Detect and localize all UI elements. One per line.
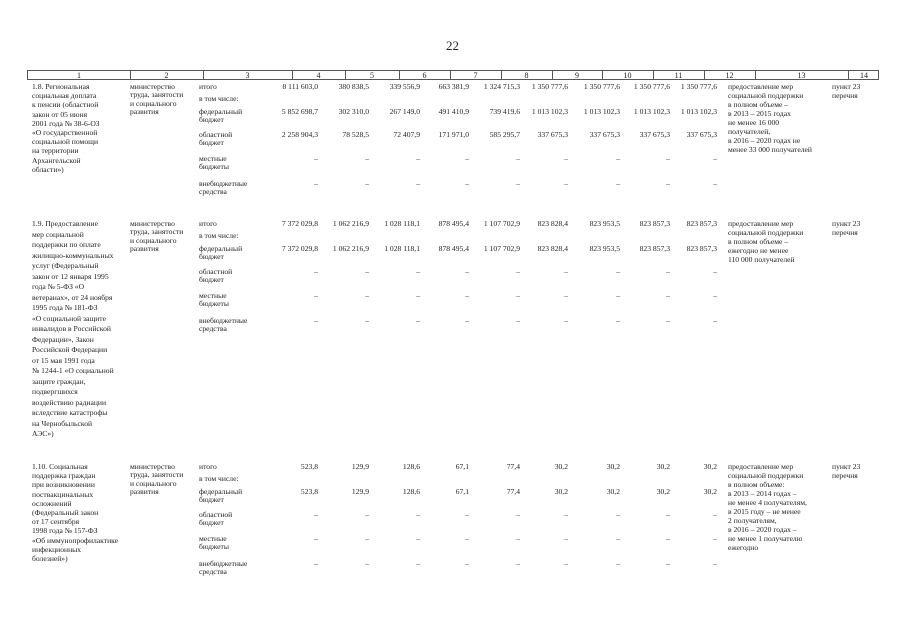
list-point-reference: пункт 23 — [832, 462, 861, 471]
amount-value: 1 350 777,6 — [633, 82, 670, 91]
measure-description-line: поствакцинальных — [32, 489, 94, 499]
empty-value-dash: – — [616, 316, 620, 325]
measure-description-line: осложнений — [32, 498, 72, 508]
empty-value-dash: – — [465, 179, 469, 188]
measure-description-line: поддержка граждан — [32, 471, 96, 481]
amount-value: 823 857,3 — [686, 219, 717, 228]
ministry-line: министерство — [130, 219, 175, 228]
target-indicator-line: в 2015 году – не менее — [728, 507, 801, 516]
amount-value: 77,4 — [506, 487, 520, 496]
list-point-reference: пункт 23 — [832, 219, 861, 228]
target-indicator-line: получателей, — [728, 127, 771, 136]
amount-value: 30,2 — [703, 462, 717, 471]
empty-value-dash: – — [516, 510, 520, 519]
measure-description-line: ветеранах», от 24 ноября — [32, 292, 113, 302]
ministry-line: труда, занятости — [130, 227, 184, 237]
funding-source-label: бюджет — [199, 115, 224, 125]
empty-value-dash: – — [416, 534, 420, 543]
empty-value-dash: – — [666, 154, 670, 163]
column-header: 3 — [245, 71, 250, 80]
empty-value-dash: – — [666, 267, 670, 276]
empty-value-dash: – — [564, 510, 568, 519]
empty-value-dash: – — [564, 534, 568, 543]
empty-value-dash: – — [516, 267, 520, 276]
measure-description-line: закон от 12 января 1995 — [32, 271, 109, 281]
measure-description-line: услуг (Федеральный — [32, 261, 99, 270]
funding-source-label: бюджет — [199, 252, 224, 262]
funding-source-label: бюджеты — [199, 162, 229, 172]
empty-value-dash: – — [713, 154, 717, 163]
amount-value: 8 111 603,0 — [282, 82, 318, 91]
empty-value-dash: – — [713, 291, 717, 300]
empty-value-dash: – — [516, 291, 520, 300]
empty-value-dash: – — [516, 534, 520, 543]
ministry-line: министерство — [130, 462, 175, 471]
column-header: 2 — [164, 71, 169, 80]
measure-description-line: болезней») — [32, 554, 68, 563]
amount-value: 823 857,3 — [639, 244, 670, 253]
column-divider — [653, 71, 654, 79]
empty-value-dash: – — [713, 534, 717, 543]
measure-description-line: «О социальной защите — [32, 313, 106, 323]
measure-description-line: вследствие катастрофы — [32, 408, 108, 417]
amount-value: 72 407,9 — [393, 130, 420, 139]
empty-value-dash: – — [713, 179, 717, 188]
amount-value: 1 013 102,3 — [583, 107, 620, 116]
amount-value: 823 857,3 — [639, 219, 670, 228]
amount-value: 67,1 — [455, 487, 469, 496]
funding-source-label: федеральный — [199, 244, 243, 253]
measure-description-line: инвалидов в Российской — [32, 324, 111, 333]
measure-description-line: года № 5-ФЗ «О — [32, 282, 85, 291]
measure-description-line: (Федеральный закон — [32, 508, 99, 517]
column-header: 11 — [674, 71, 683, 80]
measure-description-line: жилищно-коммунальных — [32, 250, 114, 260]
amount-value: 823 828,4 — [537, 219, 568, 228]
amount-value: 1 013 102,3 — [531, 107, 568, 116]
empty-value-dash: – — [314, 534, 318, 543]
empty-value-dash: – — [416, 559, 420, 568]
funding-source-label: в том числе: — [199, 474, 239, 483]
empty-value-dash: – — [416, 154, 420, 163]
funding-source-label: областной — [199, 267, 233, 276]
column-divider — [450, 71, 451, 79]
funding-source-label: бюджет — [199, 138, 224, 148]
target-indicator-line: предоставление мер — [728, 462, 794, 471]
amount-value: 1 062 216,9 — [332, 244, 369, 253]
target-indicator-line: ежегодно не менее — [728, 246, 789, 255]
funding-source-label: областной — [199, 510, 233, 519]
ministry-line: и социального — [130, 235, 177, 245]
column-divider — [292, 71, 293, 79]
column-header: 12 — [725, 71, 734, 80]
target-indicator-line: в полном объеме: — [728, 480, 785, 489]
amount-value: 1 062 216,9 — [332, 219, 369, 228]
empty-value-dash: – — [365, 559, 369, 568]
funding-source-label: средства — [199, 324, 227, 334]
empty-value-dash: – — [365, 510, 369, 519]
empty-value-dash: – — [666, 559, 670, 568]
column-header: 7 — [473, 71, 478, 80]
target-indicator-line: в 2013 – 2015 годах — [728, 109, 791, 118]
column-header: 4 — [316, 71, 321, 80]
empty-value-dash: – — [314, 510, 318, 519]
empty-value-dash: – — [713, 316, 717, 325]
list-point-reference: перечня — [832, 471, 858, 480]
empty-value-dash: – — [564, 291, 568, 300]
empty-value-dash: – — [465, 291, 469, 300]
empty-value-dash: – — [564, 179, 568, 188]
measure-description-line: воздействию радиации — [32, 397, 107, 407]
measure-description-line: Архангельской — [32, 155, 81, 165]
amount-value: 1 350 777,6 — [583, 82, 620, 91]
ministry-line: развития — [130, 487, 159, 497]
measure-description-line: 1.10. Социальная — [32, 462, 88, 471]
target-indicator-line: предоставление мер — [728, 219, 794, 228]
empty-value-dash: – — [616, 534, 620, 543]
empty-value-dash: – — [314, 179, 318, 188]
target-indicator-line: не менее 1 получателю — [728, 534, 803, 543]
amount-value: 128,6 — [402, 487, 420, 496]
funding-source-label: итого — [199, 82, 217, 91]
ministry-line: министерство — [130, 82, 175, 91]
amount-value: 337 675,3 — [639, 130, 670, 139]
funding-source-label: внебюджетные — [199, 179, 248, 188]
column-divider — [203, 71, 204, 79]
measure-description-line: поддержки по оплате — [32, 240, 101, 249]
target-indicator-line: 110 000 получателей — [728, 255, 795, 264]
ministry-line: и социального — [130, 98, 177, 108]
target-indicator-line: в полном объеме – — [728, 237, 789, 246]
empty-value-dash: – — [365, 154, 369, 163]
column-divider — [399, 71, 400, 79]
column-divider — [501, 71, 502, 79]
empty-value-dash: – — [516, 179, 520, 188]
amount-value: 1 028 118,1 — [384, 219, 420, 228]
amount-value: 171 971,0 — [438, 130, 469, 139]
funding-source-label: бюджеты — [199, 542, 229, 552]
measure-description-line: «Об иммунопрофилактике — [32, 535, 119, 545]
amount-value: 523,8 — [300, 487, 318, 496]
amount-value: 339 556,9 — [389, 82, 420, 91]
measure-description-line: к пенсии (областной — [32, 100, 99, 110]
target-indicator-line: не менее 16 000 — [728, 118, 780, 127]
empty-value-dash: – — [465, 510, 469, 519]
target-indicator-line: ежегодно — [728, 543, 759, 552]
empty-value-dash: – — [616, 154, 620, 163]
empty-value-dash: – — [616, 179, 620, 188]
empty-value-dash: – — [465, 316, 469, 325]
empty-value-dash: – — [516, 316, 520, 325]
amount-value: 5 852 698,7 — [281, 107, 318, 116]
measure-description-line: № 1244-1 «О социальной — [32, 366, 114, 375]
empty-value-dash: – — [465, 267, 469, 276]
empty-value-dash: – — [666, 179, 670, 188]
target-indicator-line: в 2013 – 2014 годах – — [728, 489, 797, 498]
empty-value-dash: – — [465, 559, 469, 568]
column-divider — [552, 71, 553, 79]
target-indicator-line: социальной поддержки — [728, 471, 804, 480]
list-point-reference: перечня — [832, 228, 858, 237]
measure-description-line: при возникновении — [32, 480, 95, 490]
funding-source-label: федеральный — [199, 107, 243, 116]
ministry-line: и социального — [130, 478, 177, 488]
amount-value: 77,4 — [506, 462, 520, 471]
empty-value-dash: – — [616, 267, 620, 276]
funding-source-label: средства — [199, 567, 227, 577]
amount-value: 30,2 — [656, 462, 670, 471]
column-header: 5 — [370, 71, 374, 80]
funding-source-label: итого — [199, 462, 217, 471]
amount-value: 823 857,3 — [686, 244, 717, 253]
measure-description-line: 1995 года № 181-ФЗ — [32, 303, 98, 312]
empty-value-dash: – — [666, 316, 670, 325]
column-header: 10 — [623, 71, 632, 80]
list-point-reference: перечня — [832, 91, 858, 100]
amount-value: 739 419,6 — [489, 107, 520, 116]
empty-value-dash: – — [365, 316, 369, 325]
empty-value-dash: – — [713, 510, 717, 519]
funding-source-label: местные — [199, 534, 227, 543]
amount-value: 302 310,0 — [338, 107, 369, 116]
amount-value: 1 324 715,3 — [483, 82, 520, 91]
empty-value-dash: – — [666, 534, 670, 543]
empty-value-dash: – — [416, 179, 420, 188]
empty-value-dash: – — [616, 291, 620, 300]
empty-value-dash: – — [465, 534, 469, 543]
amount-value: 1 013 102,3 — [633, 107, 670, 116]
amount-value: 30,2 — [606, 487, 620, 496]
amount-value: 1 107 702,9 — [483, 244, 520, 253]
target-indicator-line: не менее 4 получателям, — [728, 498, 807, 507]
empty-value-dash: – — [314, 316, 318, 325]
empty-value-dash: – — [314, 154, 318, 163]
amount-value: 585 295,7 — [489, 130, 520, 139]
amount-value: 823 828,4 — [537, 244, 568, 253]
measure-description-line: мер социальной — [32, 229, 84, 239]
amount-value: 30,2 — [606, 462, 620, 471]
measure-description-line: подвергшихся — [32, 387, 78, 396]
measure-description-line: социальной помощи — [32, 137, 99, 147]
amount-value: 878 495,4 — [438, 219, 469, 228]
target-indicator-line: предоставление мер — [728, 82, 794, 91]
empty-value-dash: – — [365, 179, 369, 188]
list-point-reference: пункт 23 — [832, 82, 861, 91]
amount-value: 30,2 — [656, 487, 670, 496]
measure-description-line: на территории — [32, 146, 79, 156]
amount-value: 2 258 904,3 — [281, 130, 318, 139]
amount-value: 7 372 029,8 — [281, 244, 318, 253]
measure-description-line: от 17 сентября — [32, 517, 80, 527]
column-header: 9 — [575, 71, 579, 80]
empty-value-dash: – — [564, 559, 568, 568]
empty-value-dash: – — [416, 267, 420, 276]
column-divider — [848, 71, 849, 79]
amount-value: 128,6 — [402, 462, 420, 471]
amount-value: 523,8 — [300, 462, 318, 471]
funding-source-label: бюджет — [199, 495, 224, 505]
empty-value-dash: – — [365, 534, 369, 543]
funding-source-label: внебюджетные — [199, 559, 248, 568]
column-divider — [130, 71, 131, 79]
empty-value-dash: – — [314, 559, 318, 568]
measure-description-line: социальная доплата — [32, 91, 97, 101]
amount-value: 78 528,5 — [342, 130, 369, 139]
target-indicator-line: в 2016 – 2020 годах не — [728, 136, 801, 145]
empty-value-dash: – — [416, 291, 420, 300]
measure-description-line: защите граждан, — [32, 376, 86, 386]
amount-value: 1 350 777,6 — [531, 82, 568, 91]
measure-description-line: АЭС») — [32, 429, 54, 438]
measure-description-line: на Чернобыльской — [32, 418, 93, 428]
amount-value: 1 107 702,9 — [483, 219, 520, 228]
target-indicator-line: менее 33 000 получателей — [728, 145, 812, 154]
empty-value-dash: – — [713, 559, 717, 568]
column-divider — [704, 71, 705, 79]
funding-source-label: в том числе: — [199, 94, 239, 103]
column-divider — [345, 71, 346, 79]
column-header: 6 — [422, 71, 427, 80]
empty-value-dash: – — [416, 316, 420, 325]
empty-value-dash: – — [616, 559, 620, 568]
column-header: 1 — [77, 71, 81, 80]
funding-source-label: бюджеты — [199, 299, 229, 309]
measure-description-line: от 15 мая 1991 года — [32, 355, 95, 365]
amount-value: 30,2 — [554, 462, 568, 471]
measure-description-line: закон от 05 июня — [32, 109, 88, 119]
amount-value: 663 381,9 — [438, 82, 469, 91]
ministry-line: развития — [130, 244, 159, 254]
empty-value-dash: – — [713, 267, 717, 276]
amount-value: 1 013 102,3 — [680, 107, 717, 116]
empty-value-dash: – — [516, 559, 520, 568]
target-indicator-line: социальной поддержки — [728, 228, 804, 237]
column-header: 13 — [797, 71, 806, 80]
column-divider — [602, 71, 603, 79]
measure-description-line: Федерации», Закон — [32, 334, 94, 344]
ministry-line: труда, занятости — [130, 470, 184, 480]
funding-source-label: средства — [199, 187, 227, 197]
target-indicator-line: социальной поддержки — [728, 91, 804, 100]
funding-source-label: внебюджетные — [199, 316, 248, 325]
column-header-row — [27, 70, 879, 80]
amount-value: 67,1 — [455, 462, 469, 471]
measure-description-line: 2001 года № 38-6-ОЗ — [32, 118, 100, 128]
amount-value: 380 838,5 — [338, 82, 369, 91]
amount-value: 129,9 — [351, 462, 369, 471]
empty-value-dash: – — [314, 291, 318, 300]
column-divider — [755, 71, 756, 79]
ministry-line: развития — [130, 107, 159, 117]
measure-description-line: Российской Федерации — [32, 345, 108, 354]
amount-value: 7 372 029,8 — [281, 219, 318, 228]
empty-value-dash: – — [564, 316, 568, 325]
column-header: 14 — [860, 71, 868, 80]
empty-value-dash: – — [314, 267, 318, 276]
ministry-line: труда, занятости — [130, 90, 184, 100]
amount-value: 30,2 — [703, 487, 717, 496]
amount-value: 337 675,3 — [537, 130, 568, 139]
measure-description-line: 1.8. Региональная — [32, 82, 90, 91]
funding-source-label: местные — [199, 291, 227, 300]
page-number: 22 — [446, 38, 459, 53]
amount-value: 878 495,4 — [438, 244, 469, 253]
funding-source-label: бюджет — [199, 518, 224, 528]
target-indicator-line: в полном объеме – — [728, 100, 789, 109]
amount-value: 267 149,0 — [389, 107, 420, 116]
funding-source-label: местные — [199, 154, 227, 163]
amount-value: 1 028 118,1 — [384, 244, 420, 253]
amount-value: 1 350 777,6 — [680, 82, 717, 91]
amount-value: 823 953,5 — [589, 244, 620, 253]
empty-value-dash: – — [616, 510, 620, 519]
funding-source-label: в том числе: — [199, 231, 239, 240]
empty-value-dash: – — [465, 154, 469, 163]
measure-description-line: 1.9. Предоставление — [32, 219, 98, 228]
amount-value: 30,2 — [554, 487, 568, 496]
empty-value-dash: – — [564, 267, 568, 276]
amount-value: 491 410,9 — [438, 107, 469, 116]
target-indicator-line: в 2016 – 2020 годах – — [728, 525, 797, 534]
amount-value: 823 953,5 — [589, 219, 620, 228]
empty-value-dash: – — [564, 154, 568, 163]
amount-value: 337 675,3 — [686, 130, 717, 139]
measure-description-line: 1998 года № 157-ФЗ — [32, 526, 98, 536]
target-indicator-line: 2 получателям, — [728, 516, 777, 525]
measure-description-line: инфекционных — [32, 544, 82, 554]
measure-description-line: области») — [32, 164, 64, 174]
funding-source-label: областной — [199, 130, 233, 139]
funding-source-label: бюджет — [199, 275, 224, 285]
amount-value: 337 675,3 — [589, 130, 620, 139]
column-header: 8 — [524, 71, 529, 80]
empty-value-dash: – — [666, 510, 670, 519]
funding-source-label: итого — [199, 219, 217, 228]
empty-value-dash: – — [516, 154, 520, 163]
empty-value-dash: – — [365, 291, 369, 300]
measure-description-line: «О государственной — [32, 128, 98, 137]
empty-value-dash: – — [666, 291, 670, 300]
amount-value: 129,9 — [351, 487, 369, 496]
funding-source-label: федеральный — [199, 487, 243, 496]
empty-value-dash: – — [416, 510, 420, 519]
empty-value-dash: – — [365, 267, 369, 276]
